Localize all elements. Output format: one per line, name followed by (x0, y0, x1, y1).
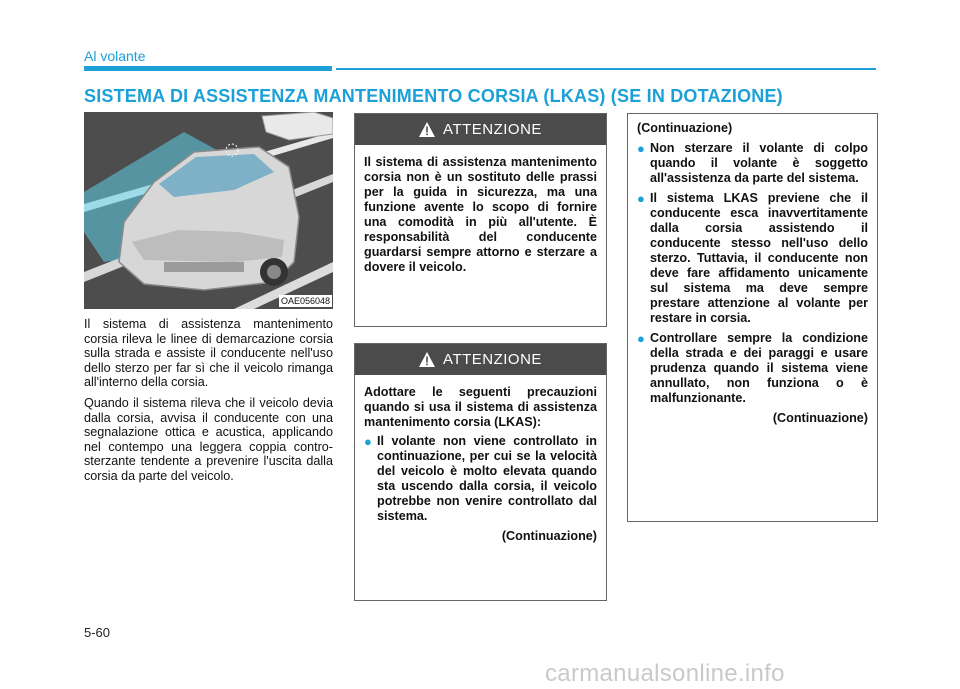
page-number: 5-60 (84, 625, 111, 640)
continued-label: (Continuazione) (501, 529, 597, 543)
list-item (637, 141, 868, 186)
warning-list (364, 434, 597, 524)
continued-label: (Continuazione) (772, 411, 868, 425)
warning-heading: ATTENZIONE (443, 351, 542, 368)
list-item-text: Controllare sempre la condizione della strada e dei paraggi e usare prudenza quando il sistema viene annullato, non funziona o è malfunzionante. (650, 331, 868, 405)
warning-body (628, 139, 877, 434)
warning-intro: Adottare le seguenti precauzioni quando si usa il sistema di assistenza mantenimento corsia (LKAS): (364, 385, 597, 429)
bullet-icon: ● (637, 331, 645, 346)
warning-header (355, 344, 606, 375)
list-item (637, 191, 868, 326)
body-text (84, 317, 333, 490)
figure-code: OAE056048 (280, 296, 330, 306)
continued-top-label: (Continuazione) (637, 121, 733, 135)
list-item-text: Il sistema LKAS previene che il conducente esca inavvertitamente dalla corsia assistendo il conducente stesso nell'uso dello sterzo. Tuttavia, il conducente non deve fare affidamento unicamente sul sistema ma deve sempre prestare attenzione al volante per restare in corsia. (650, 191, 868, 325)
list-item-text: Il volante non viene controllato in continuazione, per cui se la velocità del veicolo è molto elevata quando sta uscendo dalla corsia, il veicolo potrebbe non venire controllato dal sistema. (377, 434, 597, 523)
warning-list (637, 141, 868, 406)
section-label: Al volante (84, 48, 146, 64)
warning-box-1 (354, 113, 607, 327)
page-title: SISTEMA DI ASSISTENZA MANTENIMENTO CORSIA (LKAS) (SE IN DOTAZIONE) (84, 86, 783, 106)
bullet-icon: ● (637, 141, 645, 156)
car-lane-illustration (84, 112, 333, 309)
warning-header (355, 114, 606, 145)
warning-box-3 (627, 113, 878, 522)
list-item (364, 434, 597, 524)
body-paragraph-1: Il sistema di assistenza mantenimento corsia rileva le linee di demarcazione corsia sulla strada e assiste il conducente nell'uso dello sterzo per far sì che il veicolo rimanga all'interno della corsia. (84, 317, 333, 390)
car-lane-camera-illustration (84, 112, 333, 309)
list-item (637, 331, 868, 406)
warning-triangle-icon (419, 352, 435, 367)
warning-body (355, 145, 606, 283)
warning-text: Il sistema di assistenza mantenimento corsia non è un sostituto delle prassi per la guida in sicurezza, ma una funzione avente lo scopo di fornire una comodità in più all'utente. È responsabilità del conducente guardarsi sempre attorno e sterzare a dovere il veicolo. (364, 155, 597, 274)
header-rule-thin (336, 68, 876, 70)
warning-box-2 (354, 343, 607, 601)
bullet-icon: ● (364, 434, 372, 449)
watermark: carmanualsonline.info (545, 660, 785, 687)
body-paragraph-2: Quando il sistema rileva che il veicolo devia dalla corsia, avvisa il conducente con una segnalazione ottica e acustica, applicando nel contempo una leggera coppia contro-sterzante tendente a prevenire l'uscita dalla corsia da parte del veicolo. (84, 395, 333, 483)
header-rule-thick (84, 66, 332, 71)
list-item-text: Non sterzare il volante di colpo quando il volante è soggetto all'assistenza da parte del sistema. (650, 141, 868, 185)
warning-triangle-icon (419, 122, 435, 137)
warning-heading: ATTENZIONE (443, 121, 542, 138)
bullet-icon: ● (637, 191, 645, 206)
warning-body (355, 375, 606, 552)
